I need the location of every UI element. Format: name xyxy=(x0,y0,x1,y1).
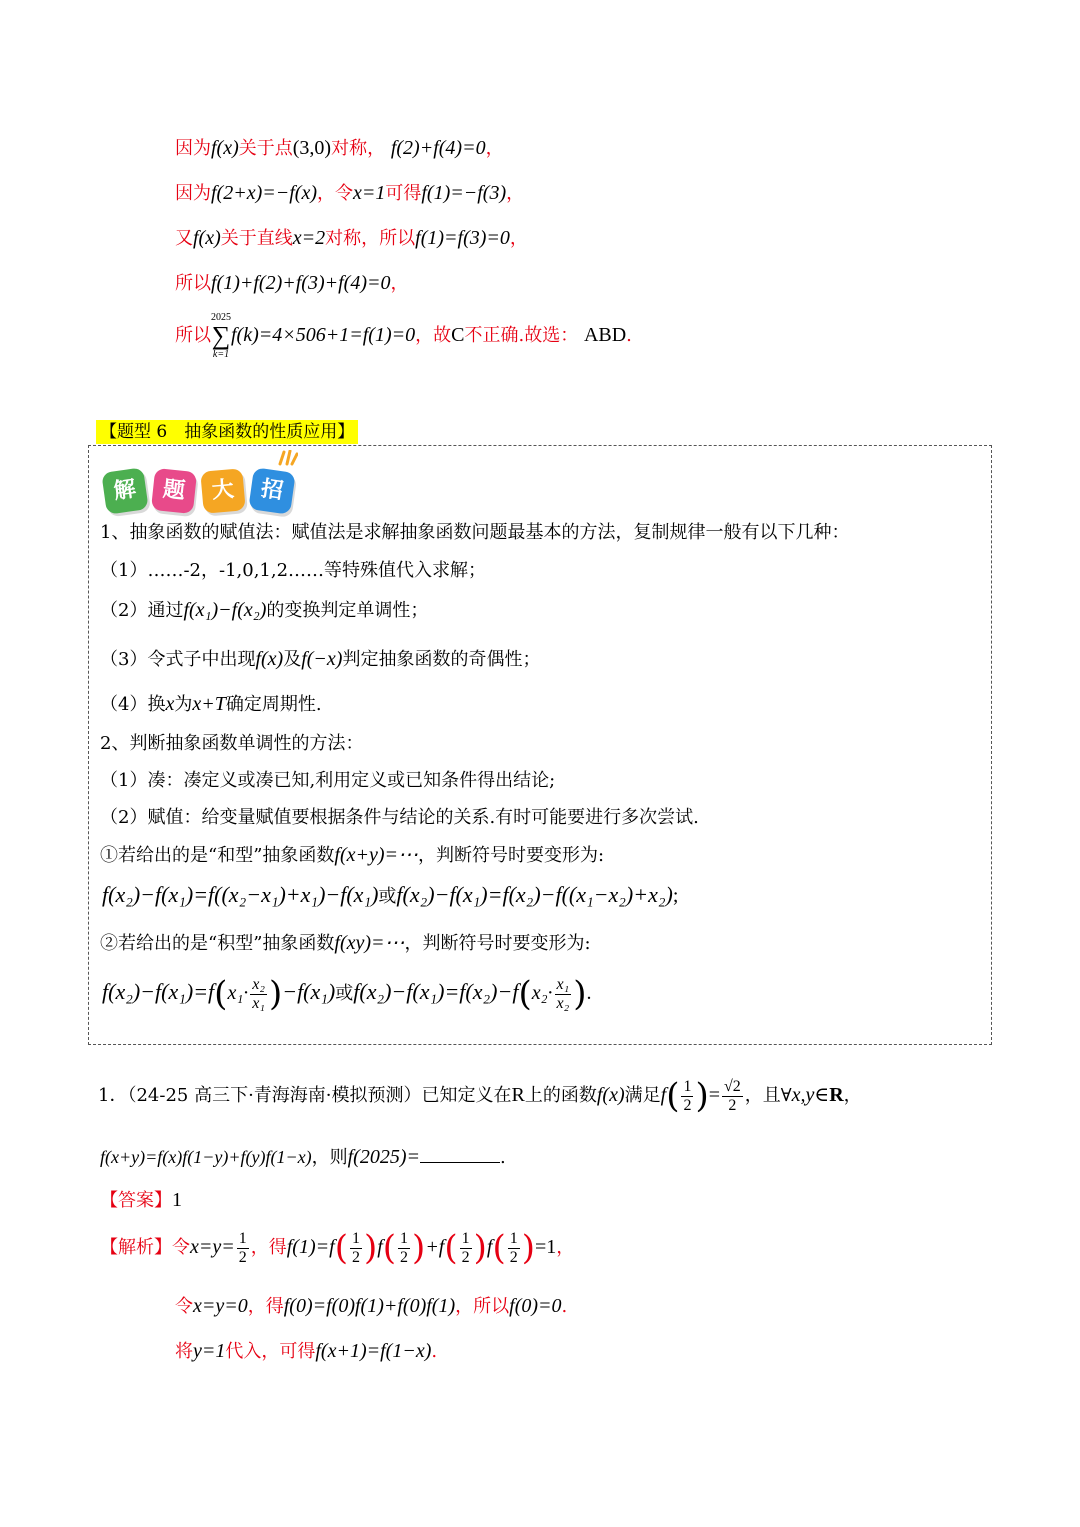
tip-10-formula: f(x₂)−f(x₁)=f((x₂−x₁)+x₁)−f(x₁)或f(x₂)−f(x₁)=f(x₂)−f((x₁−x₂)+x₂); xyxy=(102,882,679,907)
badge-jie: 解 xyxy=(101,467,148,514)
tip-12-formula: f(x₂)−f(x₁)=f(x₁· $\frac{\text{x₂}}{\text{x₁}}$ )−f(x₁)或f(x₂)−f(x₁)=f(x₂)−f(x₂· $\frac{\text{x₁}}{\text{x₂}}$ ). xyxy=(102,974,592,1014)
analysis-line-3: 将y=1代入，可得f(x+1)=f(1−x). xyxy=(175,1340,438,1362)
tip-5: （4）换x为x+T确定周期性. xyxy=(100,693,322,715)
solution-line-4: 所以f(1)+f(2)+f(3)+f(4)=0， xyxy=(175,272,409,294)
answer-blank xyxy=(420,1162,500,1163)
tip-4: （3）令式子中出现f(x)及f(−x)判定抽象函数的奇偶性； xyxy=(100,648,541,670)
sparkle-icon xyxy=(278,450,298,466)
solution-line-1: 因为f(x)关于点(3,0)对称， f(2)+f(4)=0， xyxy=(175,137,504,159)
analysis-line-2: 令x=y=0，得f(0)=f(0)f(1)+f(0)f(1)，所以f(0)=0. xyxy=(175,1295,568,1317)
summation: 2025 ∑ k=1 xyxy=(211,312,231,360)
solution-line-2: 因为f(2+x)=−f(x)，令x=1可得f(1)=−f(3)， xyxy=(175,182,525,204)
badge-ti: 题 xyxy=(151,468,197,514)
tip-11: ②若给出的是“积型”抽象函数f(xy)=⋯，判断符号时要变形为: xyxy=(100,932,591,954)
problem-line-2: f(x+y)=f(x)f(1−y)+f(y)f(1−x)，则f(2025)= . xyxy=(100,1146,506,1168)
tip-9: ①若给出的是“和型”抽象函数f(x+y)=⋯，判断符号时要变形为: xyxy=(100,844,605,866)
tip-8: （2）赋值：给变量赋值要根据条件与结论的关系.有时可能要进行多次尝试. xyxy=(100,807,699,828)
badge-da: 大 xyxy=(200,468,246,514)
tip-7: （1）凑：凑定义或凑已知,利用定义或已知条件得出结论; xyxy=(100,770,556,791)
tip-1: 1、抽象函数的赋值法：赋值法是求解抽象函数问题最基本的方法，复制规律一般有以下几种： xyxy=(100,522,850,543)
tip-3: （2）通过f(x₁)−f(x₂)的变换判定单调性； xyxy=(100,599,429,621)
solution-line-5: 所以2025 ∑ k=1f(k)=4×506+1=f(1)=0，故C不正确.故选： ABD. xyxy=(175,312,632,360)
badge-zhao: 招 xyxy=(248,467,295,514)
problem-line-1: 1．（24-25 高三下·青海海南·模拟预测）已知定义在R上的函数f(x)满足f( $\frac{1}{2}$ )= $\frac{√2}{2}$ ，且∀x,y∈R， xyxy=(98,1076,862,1116)
tip-6: 2、判断抽象函数单调性的方法： xyxy=(100,733,364,754)
answer-line: 【答案】1 xyxy=(100,1189,182,1211)
solution-line-3: 又f(x)关于直线x=2对称，所以f(1)=f(3)=0， xyxy=(175,227,528,249)
section-tag: 【题型 6 抽象函数的性质应用】 xyxy=(96,420,358,444)
analysis-line-1: 【解析】令x=y= $\frac{1}{2}$ ，得f(1)=f( $\frac{1}{2}$ )f( $\frac{1}{2}$ )+f( $\frac{1}{2}$ )f( $\frac{1}{2}$ )=1， xyxy=(100,1228,575,1268)
tip-2: （1）……-2，-1,0,1,2……等特殊值代入求解； xyxy=(100,560,487,581)
